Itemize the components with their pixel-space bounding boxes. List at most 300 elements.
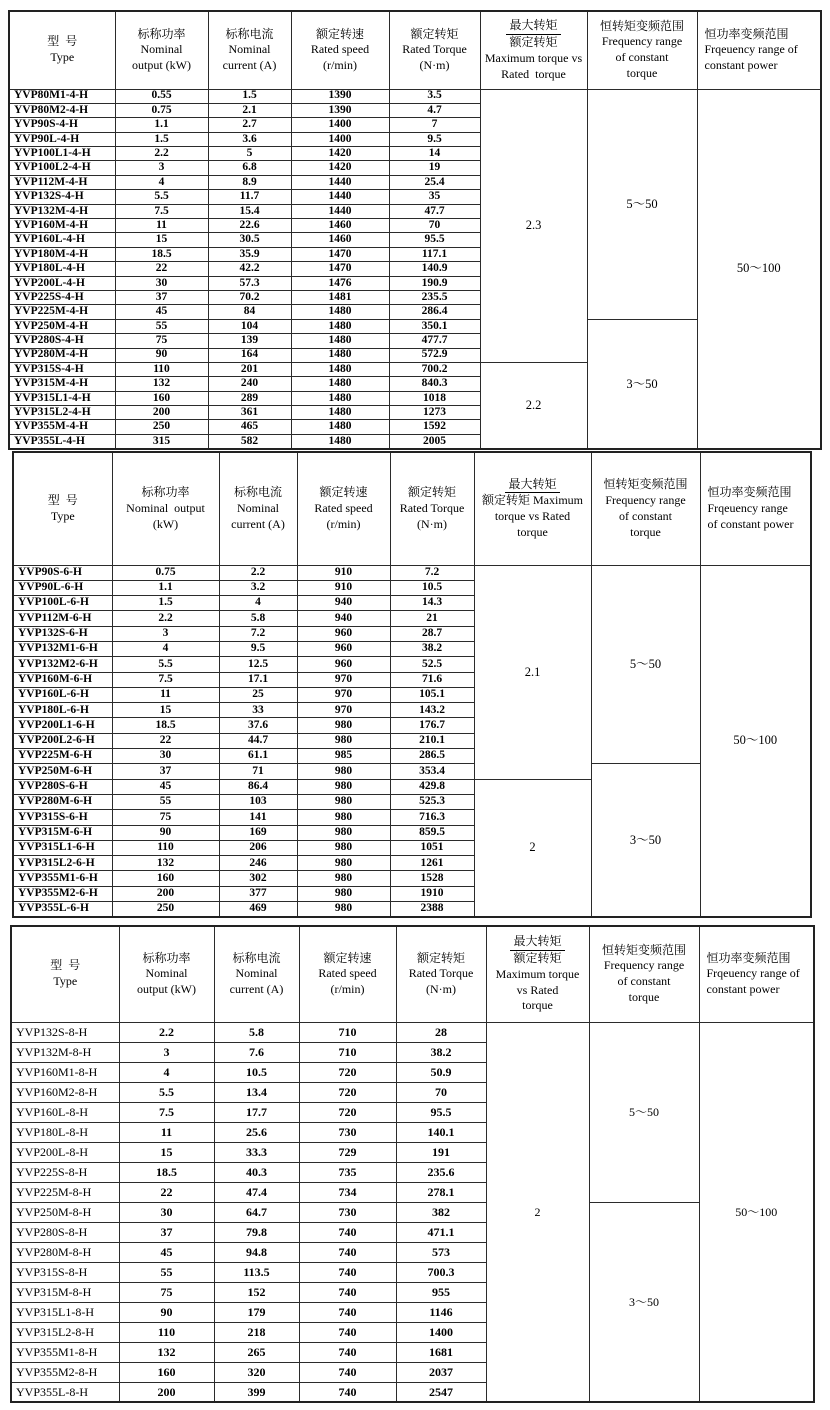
nominal-output-value: 11 [119, 1122, 214, 1142]
rated-speed-value: 1480 [291, 420, 389, 434]
model-type-value: YVP160M-4-H [9, 219, 115, 233]
rated-speed-value: 740 [299, 1282, 396, 1302]
nominal-output-value: 30 [115, 276, 208, 290]
col-header-nominal-output [112, 452, 219, 565]
rated-torque-value: 1400 [396, 1322, 486, 1342]
rated-speed-value: 970 [297, 687, 390, 702]
nominal-current-value: 25.6 [214, 1122, 299, 1142]
nominal-current-value: 152 [214, 1282, 299, 1302]
model-type-value: YVP315S-4-H [9, 362, 115, 376]
model-type-value: YVP112M-6-H [13, 611, 112, 626]
rated-torque-value: 477.7 [389, 334, 480, 348]
model-type-value: YVP225S-4-H [9, 290, 115, 304]
col-header-rated-torque-line: (N·m) [417, 516, 447, 531]
torque-ratio-value: 2.2 [480, 362, 587, 448]
rated-speed-value: 980 [297, 902, 390, 917]
nominal-output-value: 132 [119, 1342, 214, 1362]
rated-torque-value: 95.5 [389, 233, 480, 247]
rated-torque-value: 1146 [396, 1302, 486, 1322]
nominal-output-value: 1.5 [115, 132, 208, 146]
nominal-output-value: 45 [119, 1242, 214, 1262]
col-header-nominal-output-line: output (kW) [132, 58, 191, 73]
nominal-output-value: 15 [115, 233, 208, 247]
rated-speed-value: 980 [297, 779, 390, 794]
col-header-rated-speed-line: Rated speed [310, 42, 370, 57]
model-type-value: YVP200L-4-H [9, 276, 115, 290]
col-header-torque-ratio-line: 额定转矩 Maximum [482, 493, 583, 508]
model-type-value: YVP80M1-4-H [9, 89, 115, 103]
rated-torque-value: 1910 [390, 886, 474, 901]
nominal-output-value: 90 [112, 825, 219, 840]
col-header-nominal-current-line: current (A) [222, 58, 277, 73]
model-type-value: YVP355L-4-H [9, 434, 115, 448]
rated-torque-value: 38.2 [390, 641, 474, 656]
nominal-current-value: 361 [208, 406, 291, 420]
col-header-rated-torque-line: 额定转矩 [416, 950, 465, 965]
model-type-value: YVP100L-6-H [13, 596, 112, 611]
model-type-value: YVP315L2-4-H [9, 406, 115, 420]
col-header-torque-ratio-line: 额定转矩 [509, 34, 558, 49]
rated-speed-value: 734 [299, 1182, 396, 1202]
col-header-const-power-range-line: 恒功率变频范围 [707, 485, 792, 499]
nominal-current-value: 61.1 [219, 749, 297, 764]
nominal-current-value: 71 [219, 764, 297, 779]
nominal-current-value: 25 [219, 687, 297, 702]
rated-speed-value: 1400 [291, 132, 389, 146]
model-type-value: YVP315S-8-H [11, 1262, 119, 1282]
nominal-output-value: 200 [119, 1382, 214, 1402]
col-header-nominal-current [208, 11, 291, 89]
nominal-current-value: 320 [214, 1362, 299, 1382]
col-header-nominal-current-line: Nominal [237, 500, 279, 515]
col-header-torque-ratio-line: Maximum torque [495, 966, 580, 981]
nominal-current-value: 7.6 [214, 1042, 299, 1062]
rated-speed-value: 740 [299, 1382, 396, 1402]
nominal-current-value: 206 [219, 840, 297, 855]
rated-speed-value: 720 [299, 1102, 396, 1122]
model-type-value: YVP132S-6-H [13, 626, 112, 641]
nominal-current-value: 469 [219, 902, 297, 917]
model-type-value: YVP180L-6-H [13, 703, 112, 718]
const-torque-range-value: 5～50 [589, 1022, 699, 1202]
col-header-const-torque-range-line: Frequency range [605, 492, 686, 507]
rated-torque-value: 28 [396, 1022, 486, 1042]
nominal-output-value: 18.5 [112, 718, 219, 733]
nominal-current-value: 179 [214, 1302, 299, 1322]
model-type-value: YVP315M-6-H [13, 825, 112, 840]
nominal-output-value: 45 [115, 305, 208, 319]
rated-torque-value: 278.1 [396, 1182, 486, 1202]
nominal-current-value: 12.5 [219, 657, 297, 672]
nominal-current-value: 42.2 [208, 262, 291, 276]
const-torque-range-value: 3～50 [591, 764, 700, 917]
rated-speed-value: 1460 [291, 233, 389, 247]
model-type-value: YVP132M-8-H [11, 1042, 119, 1062]
col-header-rated-speed-line: (r/min) [323, 58, 357, 73]
rated-torque-value: 190.9 [389, 276, 480, 290]
nominal-current-value: 40.3 [214, 1162, 299, 1182]
nominal-output-value: 5.5 [115, 190, 208, 204]
col-header-rated-torque [389, 11, 480, 89]
model-type-value: YVP315L1-6-H [13, 840, 112, 855]
nominal-current-value: 8.9 [208, 175, 291, 189]
nominal-output-value: 55 [112, 794, 219, 809]
nominal-current-value: 17.1 [219, 672, 297, 687]
nominal-current-value: 70.2 [208, 290, 291, 304]
rated-torque-value: 235.5 [389, 290, 480, 304]
nominal-output-value: 1.1 [115, 118, 208, 132]
rated-torque-value: 117.1 [389, 247, 480, 261]
rated-torque-value: 7.2 [390, 565, 474, 580]
rated-speed-value: 960 [297, 641, 390, 656]
col-header-rated-torque-line: (N·m) [419, 58, 450, 73]
col-header-rated-speed [297, 452, 390, 565]
rated-torque-value: 9.5 [389, 132, 480, 146]
nominal-current-value: 86.4 [219, 779, 297, 794]
col-header-const-power-range-line: Frqeuency range of [706, 966, 800, 981]
model-type-value: YVP315S-6-H [13, 810, 112, 825]
model-type-value: YVP280S-4-H [9, 334, 115, 348]
col-header-const-torque-range-line: torque [628, 990, 660, 1005]
model-type-value: YVP90S-4-H [9, 118, 115, 132]
rated-speed-value: 730 [299, 1202, 396, 1222]
rated-torque-value: 210.1 [390, 733, 474, 748]
col-header-const-power-range-line: constant power [706, 982, 780, 997]
col-header-rated-torque [396, 926, 486, 1022]
nominal-current-value: 218 [214, 1322, 299, 1342]
const-torque-range-value: 3～50 [589, 1202, 699, 1402]
col-header-const-torque-range-line: Frequency range [603, 958, 685, 973]
rated-speed-value: 1480 [291, 305, 389, 319]
rated-torque-value: 573 [396, 1242, 486, 1262]
nominal-output-value: 30 [119, 1202, 214, 1222]
table-row [9, 89, 821, 103]
col-header-torque-ratio-line: torque vs Rated [494, 509, 571, 524]
nominal-current-value: 84 [208, 305, 291, 319]
model-type-value: YVP90L-4-H [9, 132, 115, 146]
nominal-current-value: 47.4 [214, 1182, 299, 1202]
col-header-nominal-current-line: Nominal [235, 966, 278, 981]
col-header-type-line: Type [50, 50, 75, 65]
col-header-nominal-current-line: current (A) [231, 516, 285, 531]
rated-speed-value: 970 [297, 703, 390, 718]
nominal-output-value: 132 [115, 377, 208, 391]
nominal-current-value: 113.5 [214, 1262, 299, 1282]
col-header-type-line: Type [50, 508, 75, 523]
const-power-range-value: 50～100 [699, 1022, 814, 1402]
nominal-current-value: 201 [208, 362, 291, 376]
rated-speed-value: 980 [297, 764, 390, 779]
rated-speed-value: 1440 [291, 175, 389, 189]
col-header-rated-speed-line: (r/min) [326, 516, 361, 531]
rated-speed-value: 1481 [291, 290, 389, 304]
col-header-torque-ratio-line: vs Rated [516, 982, 559, 997]
header-row [13, 452, 811, 565]
rated-speed-value: 1470 [291, 262, 389, 276]
rated-torque-value: 2547 [396, 1382, 486, 1402]
spec-table-8pole [10, 925, 815, 1403]
col-header-const-power-range-line: 恒功率变频范围 [704, 26, 789, 41]
nominal-output-value: 250 [112, 902, 219, 917]
nominal-current-value: 3.2 [219, 580, 297, 595]
rated-speed-value: 735 [299, 1162, 396, 1182]
nominal-current-value: 302 [219, 871, 297, 886]
rated-torque-value: 350.1 [389, 319, 480, 333]
nominal-output-value: 75 [112, 810, 219, 825]
model-type-value: YVP225M-6-H [13, 749, 112, 764]
rated-torque-value: 10.5 [390, 580, 474, 595]
col-header-const-torque-range-line: of constant [619, 508, 672, 523]
rated-torque-value: 140.9 [389, 262, 480, 276]
rated-torque-value: 1273 [389, 406, 480, 420]
rated-torque-value: 1592 [389, 420, 480, 434]
nominal-output-value: 55 [119, 1262, 214, 1282]
table-row [11, 1202, 814, 1222]
model-type-value: YVP355M1-8-H [11, 1342, 119, 1362]
nominal-output-value: 0.75 [115, 103, 208, 117]
col-header-type-line: 型 号 [47, 34, 78, 49]
col-header-const-power-range-line: of constant power [707, 516, 794, 531]
col-header-torque-ratio-line [475, 477, 591, 494]
nominal-current-value: 44.7 [219, 733, 297, 748]
rated-torque-value: 14 [389, 147, 480, 161]
nominal-output-value: 5.5 [119, 1082, 214, 1102]
nominal-output-value: 7.5 [115, 204, 208, 218]
rated-speed-value: 1480 [291, 377, 389, 391]
nominal-output-value: 22 [112, 733, 219, 748]
col-header-type-line: 型 号 [50, 958, 81, 973]
rated-torque-value: 2388 [390, 902, 474, 917]
col-header-nominal-output-line: Nominal [145, 966, 188, 981]
rated-torque-value: 176.7 [390, 718, 474, 733]
spec-table-4pole [8, 10, 822, 450]
rated-speed-value: 980 [297, 718, 390, 733]
col-header-const-power-range-line: Frqeuency range [707, 500, 788, 515]
rated-torque-value: 38.2 [396, 1042, 486, 1062]
rated-torque-value: 35 [389, 190, 480, 204]
col-header-torque-ratio-line: Maximum torque vs [484, 50, 583, 65]
nominal-current-value: 1.5 [208, 89, 291, 103]
nominal-current-value: 5 [208, 147, 291, 161]
rated-speed-value: 1480 [291, 391, 389, 405]
model-type-value: YVP132S-4-H [9, 190, 115, 204]
nominal-output-value: 2.2 [115, 147, 208, 161]
nominal-current-value: 289 [208, 391, 291, 405]
rated-torque-value: 1051 [390, 840, 474, 855]
nominal-current-value: 64.7 [214, 1202, 299, 1222]
nominal-current-value: 22.6 [208, 219, 291, 233]
nominal-current-value: 240 [208, 377, 291, 391]
model-type-value: YVP90L-6-H [13, 580, 112, 595]
rated-torque-value: 191 [396, 1142, 486, 1162]
spec-table-6pole [12, 451, 812, 918]
nominal-output-value: 18.5 [115, 247, 208, 261]
col-header-const-torque-range-line: 恒转矩变频范围 [599, 18, 684, 33]
model-type-value: YVP132S-8-H [11, 1022, 119, 1042]
col-header-type [11, 926, 119, 1022]
nominal-output-value: 7.5 [119, 1102, 214, 1122]
col-header-torque-ratio-line [487, 934, 589, 951]
model-type-value: YVP200L-8-H [11, 1142, 119, 1162]
nominal-current-value: 139 [208, 334, 291, 348]
nominal-current-value: 2.2 [219, 565, 297, 580]
nominal-current-value: 13.4 [214, 1082, 299, 1102]
rated-torque-value: 52.5 [390, 657, 474, 672]
col-header-type [13, 452, 112, 565]
nominal-output-value: 1.1 [112, 580, 219, 595]
rated-speed-value: 1440 [291, 204, 389, 218]
rated-speed-value: 729 [299, 1142, 396, 1162]
col-header-rated-torque-line: 额定转矩 [410, 26, 459, 41]
col-header-rated-speed [291, 11, 389, 89]
const-power-range-value: 50～100 [700, 565, 811, 917]
rated-speed-value: 980 [297, 856, 390, 871]
nominal-current-value: 9.5 [219, 641, 297, 656]
model-type-value: YVP315L2-8-H [11, 1322, 119, 1342]
model-type-value: YVP200L1-6-H [13, 718, 112, 733]
rated-speed-value: 940 [297, 611, 390, 626]
rated-torque-value: 7 [389, 118, 480, 132]
col-header-const-power-range [700, 452, 811, 565]
col-header-torque-ratio-line: Rated torque [501, 66, 566, 81]
nominal-current-value: 399 [214, 1382, 299, 1402]
rated-speed-value: 980 [297, 840, 390, 855]
col-header-rated-torque-line: Rated Torque [408, 966, 474, 981]
nominal-output-value: 3 [112, 626, 219, 641]
nominal-output-value: 0.55 [115, 89, 208, 103]
col-header-torque-ratio-line: torque [522, 998, 553, 1013]
col-header-const-torque-range-line: of constant [615, 50, 669, 65]
col-header-nominal-output [119, 926, 214, 1022]
torque-ratio-value: 2 [474, 779, 591, 917]
const-torque-range-value: 5～50 [587, 89, 697, 319]
rated-torque-value: 235.6 [396, 1162, 486, 1182]
nominal-current-value: 4 [219, 596, 297, 611]
rated-torque-value: 700.2 [389, 362, 480, 376]
col-header-const-power-range [699, 926, 814, 1022]
rated-torque-value: 70 [389, 219, 480, 233]
rated-torque-value: 95.5 [396, 1102, 486, 1122]
nominal-current-value: 582 [208, 434, 291, 448]
rated-speed-value: 740 [299, 1302, 396, 1322]
col-header-torque-ratio [474, 452, 591, 565]
rated-torque-value: 716.3 [390, 810, 474, 825]
nominal-output-value: 90 [115, 348, 208, 362]
model-type-value: YVP160L-8-H [11, 1102, 119, 1122]
model-type-value: YVP225M-8-H [11, 1182, 119, 1202]
col-header-const-torque-range-line: 恒转矩变频范围 [601, 942, 686, 957]
col-header-const-power-range [697, 11, 821, 89]
col-header-nominal-current-line: Nominal [228, 42, 271, 57]
nominal-output-value: 3 [119, 1042, 214, 1062]
col-header-nominal-current-line: 标称电流 [233, 485, 282, 499]
model-type-value: YVP160M-6-H [13, 672, 112, 687]
col-header-nominal-output [115, 11, 208, 89]
header-row [11, 926, 814, 1022]
rated-speed-value: 980 [297, 810, 390, 825]
rated-speed-value: 720 [299, 1062, 396, 1082]
rated-speed-value: 1476 [291, 276, 389, 290]
nominal-current-value: 94.8 [214, 1242, 299, 1262]
rated-speed-value: 740 [299, 1322, 396, 1342]
rated-torque-value: 572.9 [389, 348, 480, 362]
rated-speed-value: 1420 [291, 147, 389, 161]
model-type-value: YVP315L1-8-H [11, 1302, 119, 1322]
nominal-output-value: 5.5 [112, 657, 219, 672]
model-type-value: YVP180L-4-H [9, 262, 115, 276]
model-type-value: YVP355M2-8-H [11, 1362, 119, 1382]
rated-torque-value: 25.4 [389, 175, 480, 189]
rated-torque-value: 525.3 [390, 794, 474, 809]
rated-torque-value: 429.8 [390, 779, 474, 794]
rated-speed-value: 710 [299, 1022, 396, 1042]
rated-speed-value: 970 [297, 672, 390, 687]
rated-torque-value: 28.7 [390, 626, 474, 641]
rated-torque-value: 382 [396, 1202, 486, 1222]
rated-speed-value: 1400 [291, 118, 389, 132]
nominal-current-value: 30.5 [208, 233, 291, 247]
rated-torque-value: 1018 [389, 391, 480, 405]
col-header-nominal-current-line: 标称电流 [232, 950, 281, 965]
nominal-output-value: 110 [115, 362, 208, 376]
col-header-const-torque-range-line: Frequency range [601, 34, 683, 49]
model-type-value: YVP112M-4-H [9, 175, 115, 189]
nominal-output-value: 90 [119, 1302, 214, 1322]
nominal-current-value: 10.5 [214, 1062, 299, 1082]
nominal-current-value: 465 [208, 420, 291, 434]
col-header-type-line: 型 号 [47, 492, 78, 507]
rated-torque-value: 143.2 [390, 703, 474, 718]
rated-torque-value: 859.5 [390, 825, 474, 840]
col-header-nominal-output-line: 标称功率 [141, 485, 190, 499]
rated-speed-value: 740 [299, 1222, 396, 1242]
nominal-current-value: 7.2 [219, 626, 297, 641]
col-header-nominal-current [219, 452, 297, 565]
model-type-value: YVP250M-4-H [9, 319, 115, 333]
model-type-value: YVP355M2-6-H [13, 886, 112, 901]
model-type-value: YVP280M-6-H [13, 794, 112, 809]
nominal-current-value: 2.1 [208, 103, 291, 117]
rated-speed-value: 740 [299, 1242, 396, 1262]
rated-torque-value: 353.4 [390, 764, 474, 779]
nominal-output-value: 30 [112, 749, 219, 764]
rated-torque-value: 1261 [390, 856, 474, 871]
rated-speed-value: 740 [299, 1342, 396, 1362]
nominal-output-value: 200 [112, 886, 219, 901]
nominal-output-value: 7.5 [112, 672, 219, 687]
col-header-const-torque-range [587, 11, 697, 89]
rated-speed-value: 940 [297, 596, 390, 611]
rated-torque-value: 14.3 [390, 596, 474, 611]
nominal-output-value: 132 [112, 856, 219, 871]
rated-torque-value: 50.9 [396, 1062, 486, 1082]
model-type-value: YVP315L2-6-H [13, 856, 112, 871]
col-header-nominal-output-line: 标称功率 [142, 950, 191, 965]
rated-speed-value: 1480 [291, 334, 389, 348]
model-type-value: YVP280S-8-H [11, 1222, 119, 1242]
rated-speed-value: 910 [297, 565, 390, 580]
model-type-value: YVP132M2-6-H [13, 657, 112, 672]
col-header-const-torque-range [591, 452, 700, 565]
rated-torque-value: 70 [396, 1082, 486, 1102]
col-header-torque-ratio-line: torque [517, 525, 548, 540]
col-header-nominal-output-line: Nominal output [126, 500, 205, 515]
col-header-rated-torque-line: (N·m) [426, 982, 456, 997]
rated-speed-value: 1480 [291, 406, 389, 420]
col-header-torque-ratio [480, 11, 587, 89]
col-header-rated-speed [299, 926, 396, 1022]
model-type-value: YVP280M-4-H [9, 348, 115, 362]
